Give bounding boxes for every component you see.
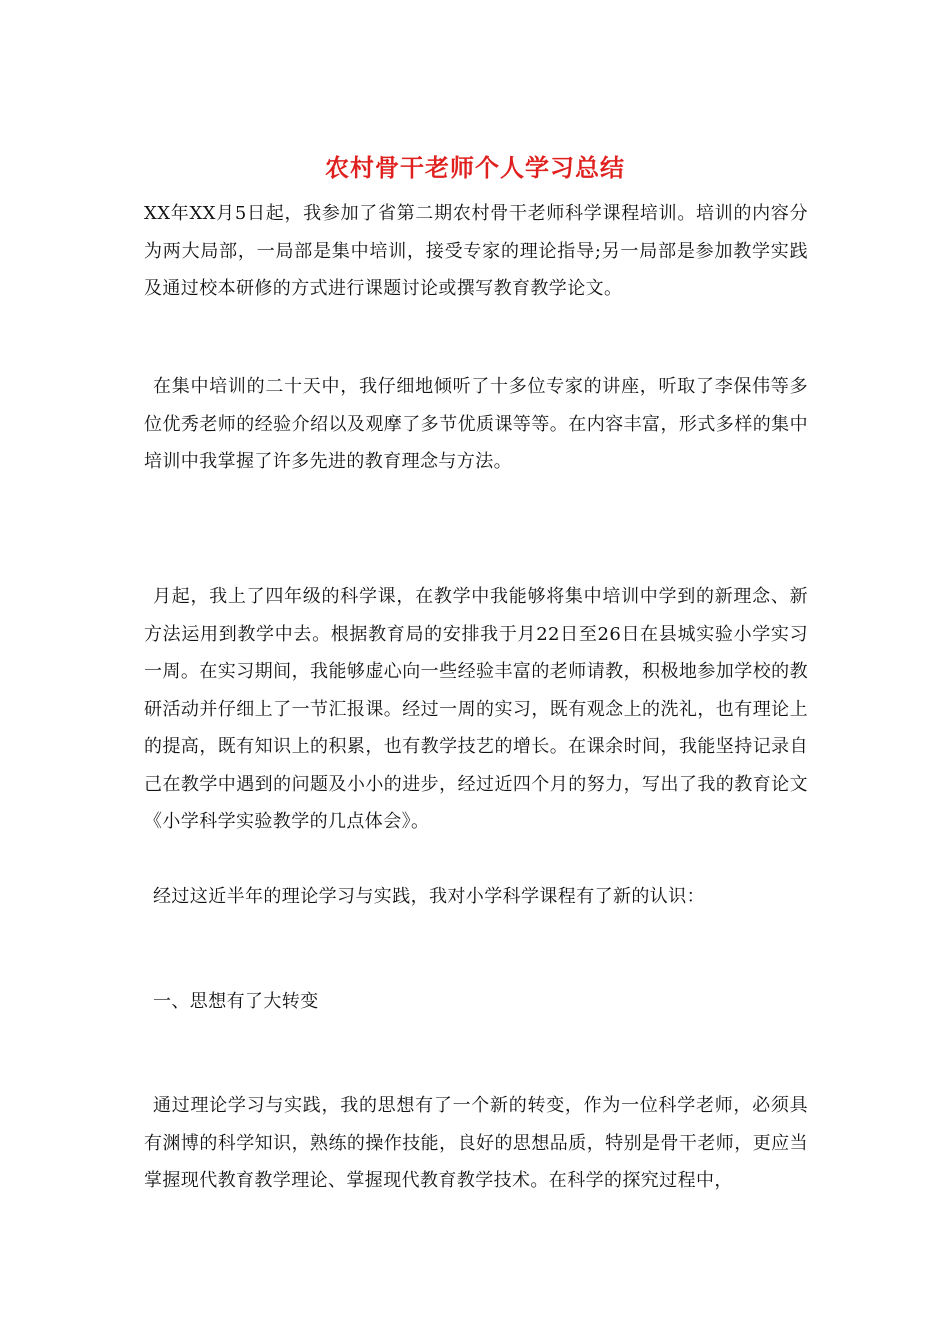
- paragraph-centralized-training: 在集中培训的二十天中，我仔细地倾听了十多位专家的讲座，听取了李保伟等多位优秀老师的经验介绍以及观摩了多节优质课等等。在内容丰富，形式多样的集中培训中我掌握了许多先进的教育理念与方法。: [144, 376, 808, 472]
- paragraph-teaching-practice: 月起，我上了四年级的科学课，在教学中我能够将集中培训中学到的新理念、新方法运用到教学中去。根据教育局的安排我于月22日至26日在县城实验小学实习一周。在实习期间，我能够虚心向一些经验丰富的老师请教，积极地参加学校的教研活动并仔细上了一节汇报课。经过一周的实习，既有观念上的洗礼，也有理论上的提高，既有知识上的积累，也有教学技艺的增长。在课余时间，我能坚持记录自己在教学中遇到的问题及小小的进步，经过近四个月的努力，写出了我的教育论文 《小学科学实验教学的几点体会》。: [144, 586, 808, 832]
- paragraph-thinking-change: 通过理论学习与实践，我的思想有了一个新的转变，作为一位科学老师，必须具有渊博的科学知识，熟练的操作技能，良好的思想品质，特别是骨干老师，更应当掌握现代教育教学理论、掌握现代教育教学技术。在科学的探究过程中，: [144, 1095, 808, 1191]
- section-heading-thinking-change: 一、思想有了大转变: [153, 991, 319, 1012]
- paragraph-intro: XX年XX月5日起，我参加了省第二期农村骨干老师科学课程培训。培训的内容分为两大局部，一局部是集中培训，接受专家的理论指导;另一局部是参加教学实践及通过校本研修的方式进行课题讨论或撰写教育教学论文。: [144, 203, 808, 299]
- paragraph-new-understanding: 经过这近半年的理论学习与实践，我对小学科学课程有了新的认识：: [153, 886, 705, 907]
- document-title: 农村骨干老师个人学习总结: [325, 153, 625, 182]
